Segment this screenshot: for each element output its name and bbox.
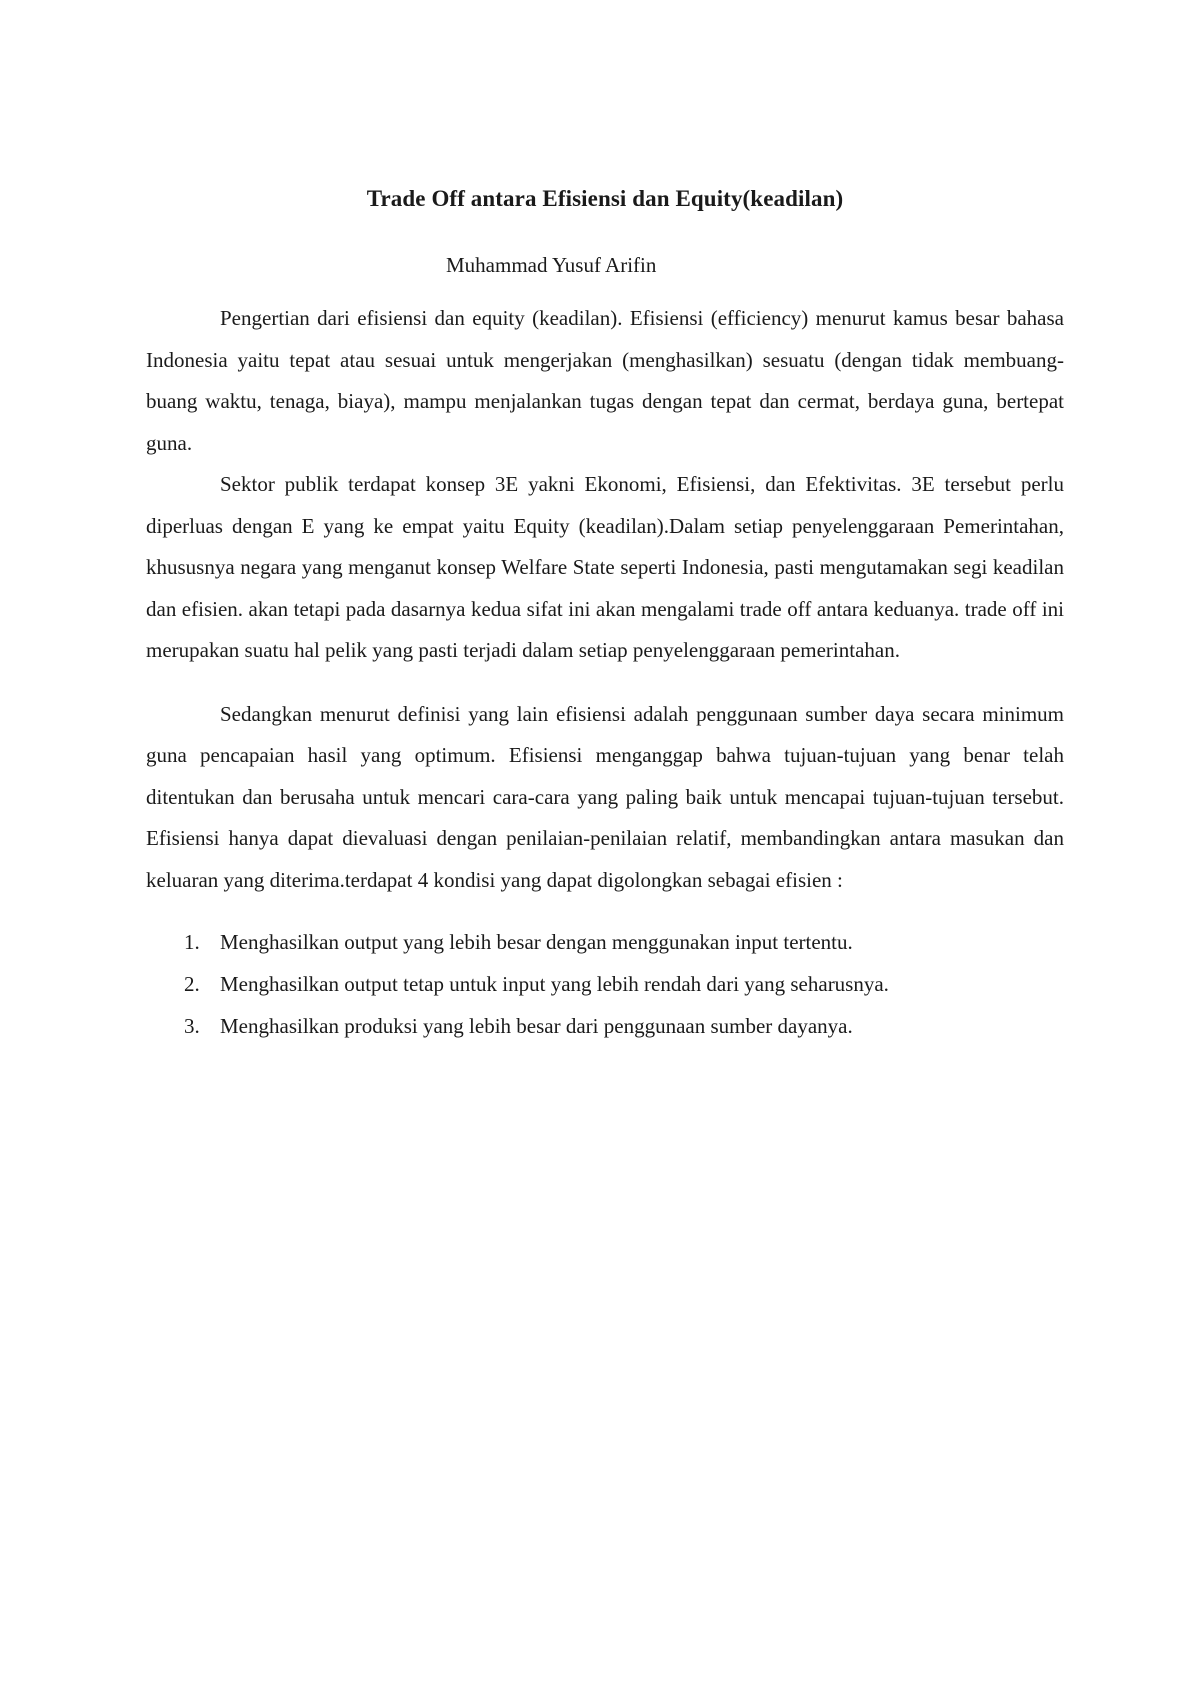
efficiency-conditions-list [146,921,1064,1047]
list-item-number: 1. [184,930,200,954]
list-item [146,921,1064,963]
paragraph-public-sector: Sektor publik terdapat konsep 3E yakni Ekonomi, Efisiensi, dan Efektivitas. 3E tersebut perlu diperluas dengan E yang ke empat yaitu Equity (keadilan).Dalam setiap penyelenggaraan Pemerintahan, khususnya negara yang menganut konsep Welfare State seperti Indonesia, pasti mengutamakan segi keadilan dan efisien. akan tetapi pada dasarnya kedua sifat ini akan mengalami trade off antara keduanya. trade off ini merupakan suatu hal pelik yang pasti terjadi dalam setiap penyelenggaraan pemerintahan. [146,472,1064,662]
list-item-text: Menghasilkan output tetap untuk input yang lebih rendah dari yang seharusnya. [220,972,889,996]
list-item [146,1005,1064,1047]
document-body [146,182,1064,1047]
paragraph-definition: Pengertian dari efisiensi dan equity (keadilan). Efisiensi (efficiency) menurut kamus besar bahasa Indonesia yaitu tepat atau sesuai untuk mengerjakan (menghasilkan) sesuatu (dengan tidak membuang-buang waktu, tenaga, biaya), mampu menjalankan tugas dengan tepat dan cermat, berdaya guna, bertepat guna. [146,306,1064,455]
author-name: Muhammad Yusuf Arifin [446,253,657,277]
list-item-number: 2. [184,972,200,996]
paragraph-efficiency-definition: Sedangkan menurut definisi yang lain efisiensi adalah penggunaan sumber daya secara minimum guna pencapaian hasil yang optimum. Efisiensi menganggap bahwa tujuan-tujuan yang benar telah ditentukan dan berusaha untuk mencari cara-cara yang paling baik untuk mencapai tujuan-tujuan tersebut. Efisiensi hanya dapat dievaluasi dengan penilaian-penilaian relatif, membandingkan antara masukan dan keluaran yang diterima.terdapat 4 kondisi yang dapat digolongkan sebagai efisien : [146,701,1064,892]
list-item-number: 3. [184,1014,200,1038]
list-item-text: Menghasilkan output yang lebih besar dengan menggunakan input tertentu. [220,930,853,954]
list-item [146,963,1064,1005]
list-item-text: Menghasilkan produksi yang lebih besar dari penggunaan sumber dayanya. [220,1014,853,1038]
document-title: Trade Off antara Efisiensi dan Equity(keadilan) [366,186,844,211]
